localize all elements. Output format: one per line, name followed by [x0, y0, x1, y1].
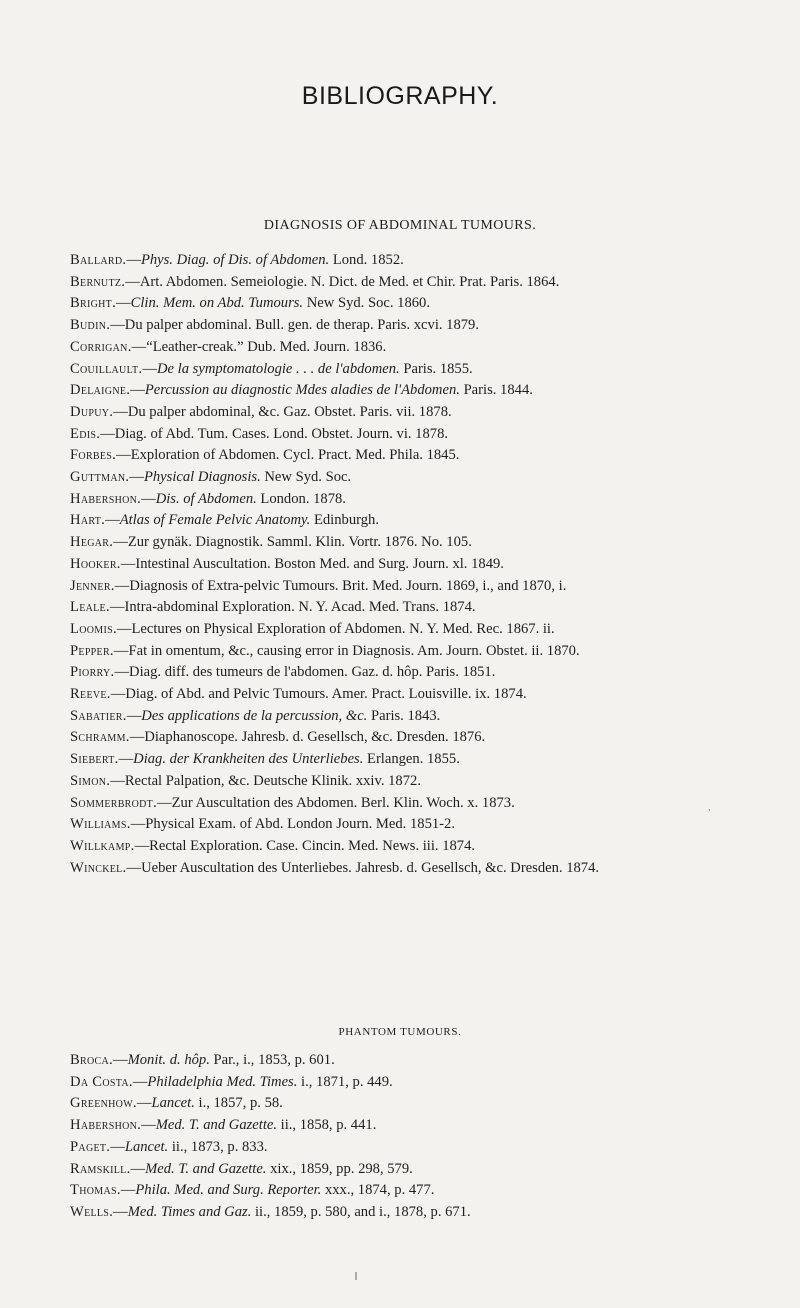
entry-author: Corrigan. — [70, 338, 132, 355]
entry-details: Paris. 1855. — [403, 360, 473, 377]
entry-details: Paris. 1843. — [370, 707, 441, 724]
entry-details: Intestinal Auscultation. Boston Med. and Surg. Journ. xl. 1849. — [135, 555, 504, 572]
entry-author: Delaigne. — [70, 382, 131, 399]
entry-details: Rectal Palpation, &c. Deutsche Klinik. xxiv. 1872. — [124, 772, 421, 789]
entry-details: Art. Abdomen. Semeiologie. N. Dict. de Med. et Chir. Prat. Paris. 1864. — [139, 273, 560, 290]
entry-details: Exploration of Abdomen. Cycl. Pract. Med. Phila. 1845. — [130, 447, 460, 464]
entry-details: Diag. of Abd. Tum. Cases. Lond. Obstet. Journ. vi. 1878. — [114, 425, 449, 442]
entry-work: Atlas of Female Pelvic Anatomy. — [119, 512, 311, 529]
entry-author: Hegar. — [70, 534, 114, 551]
bibliography-entry: Loomis.—Lectures on Physical Exploration of Abdomen. N. Y. Med. Rec. 1867. ii. — [70, 620, 555, 637]
section-heading-phantom: PHANTOM TUMOURS. — [338, 1026, 462, 1038]
bibliography-entry: Thomas.—Phila. Med. and Surg. Reporter. xxx., 1874, p. 477. — [70, 1182, 435, 1199]
entry-author: Habershon. — [70, 1117, 142, 1134]
bibliography-entry: Dupuy.—Du palper abdominal, &c. Gaz. Obstet. Paris. vii. 1878. — [70, 403, 452, 420]
entry-author: Schramm. — [70, 729, 130, 746]
entry-details: Erlangen. 1855. — [367, 751, 460, 768]
entry-details: Ueber Auscultation des Unterliebes. Jahresb. d. Gesellsch, &c. Dresden. 1874. — [141, 859, 600, 876]
entry-author: Couillault. — [70, 360, 143, 377]
entry-author: Broca. — [70, 1052, 113, 1068]
entry-details: Diagnosis of Extra-pelvic Tumours. Brit. Med. Journ. 1869, i., and 1870, i. — [129, 577, 567, 594]
entry-author: Loomis. — [70, 620, 117, 637]
bibliography-list-diagnosis — [70, 250, 775, 879]
bibliography-entry: Winckel.—Ueber Auscultation des Unterliebes. Jahresb. d. Gesellsch, &c. Dresden. 1874. — [70, 859, 600, 876]
entry-work: Med. Times and Gaz. — [127, 1203, 252, 1220]
entry-details: Paris. 1844. — [463, 382, 533, 399]
entry-details: Diag. of Abd. and Pelvic Tumours. Amer. Pract. Louisville. ix. 1874. — [125, 686, 527, 703]
entry-author: Ballard. — [70, 252, 127, 268]
entry-details: xxx., 1874, p. 477. — [324, 1182, 435, 1199]
entry-author: Simon. — [70, 772, 111, 789]
bibliography-entry: Reeve.—Diag. of Abd. and Pelvic Tumours. Amer. Pract. Louisville. ix. 1874. — [70, 686, 527, 703]
page-title: BIBLIOGRAPHY. — [301, 82, 499, 110]
entry-details: Diaphanoscope. Jahresb. d. Gesellsch, &c. Dresden. 1876. — [144, 729, 486, 746]
entry-work: Diag. der Krankheiten des Unterliebes. — [133, 751, 364, 768]
bibliography-entry: Habershon.—Med. T. and Gazette. ii., 1858, p. 441. — [70, 1117, 377, 1134]
entry-work: Monit. d. hôp. — [127, 1052, 210, 1068]
entry-details: Du palper abdominal. Bull. gen. de therap. Paris. xcvi. 1879. — [124, 317, 480, 334]
bibliography-entry: Bright.—Clin. Mem. on Abd. Tumours. New Syd. Soc. 1860. — [70, 295, 430, 312]
entry-details: ii., 1859, p. 580, and i., 1878, p. 671. — [255, 1203, 471, 1220]
bibliography-entry: Budin.—Du palper abdominal. Bull. gen. de therap. Paris. xcvi. 1879. — [70, 317, 480, 334]
entry-author: Greenhow. — [70, 1095, 137, 1112]
entry-author: Piorry. — [70, 664, 115, 681]
entry-work: Physical Diagnosis. — [143, 469, 261, 486]
entry-author: Willkamp. — [70, 837, 135, 854]
entry-work: Clin. Mem. on Abd. Tumours. — [130, 295, 304, 312]
entry-author: Reeve. — [70, 686, 111, 703]
entry-author: Jenner. — [70, 577, 115, 594]
entry-author: Sommerbrodt. — [70, 794, 158, 811]
entry-author: Hart. — [70, 512, 106, 529]
entry-details: Intra-abdominal Exploration. N. Y. Acad. Med. Trans. 1874. — [124, 599, 476, 616]
entry-details: London. 1878. — [260, 490, 346, 507]
entry-details: Rectal Exploration. Case. Cincin. Med. News. iii. 1874. — [149, 837, 476, 854]
entry-details: xix., 1859, pp. 298, 579. — [270, 1160, 413, 1177]
entry-author: Edis. — [70, 425, 101, 442]
bibliography-entry: Hart.—Atlas of Female Pelvic Anatomy. Edinburgh. — [70, 512, 379, 529]
entry-details: Lectures on Physical Exploration of Abdomen. N. Y. Med. Rec. 1867. ii. — [131, 620, 555, 637]
entry-work: Philadelphia Med. Times. — [147, 1073, 298, 1090]
bibliography-entry: Forbes.—Exploration of Abdomen. Cycl. Pract. Med. Phila. 1845. — [70, 447, 460, 464]
entry-work: Med. T. and Gazette. — [145, 1160, 267, 1177]
entry-author: Forbes. — [70, 447, 117, 464]
bibliography-entry: Ramskill.—Med. T. and Gazette. xix., 1859, pp. 298, 579. — [70, 1160, 413, 1177]
bibliography-entry: Sabatier.—Des applications de la percussion, &c. Paris. 1843. — [70, 707, 441, 724]
stray-mark: , — [708, 802, 711, 813]
entry-details: Diag. diff. des tumeurs de l'abdomen. Gaz. d. hôp. Paris. 1851. — [129, 664, 496, 681]
entry-author: Thomas. — [70, 1182, 121, 1199]
entry-author: Ramskill. — [70, 1160, 131, 1177]
bibliography-entry: Pepper.—Fat in omentum, &c., causing error in Diagnosis. Am. Journ. Obstet. ii. 1870. — [70, 642, 580, 659]
entry-details: Lond. 1852. — [332, 252, 404, 268]
bibliography-entry: Simon.—Rectal Palpation, &c. Deutsche Klinik. xxiv. 1872. — [70, 772, 421, 789]
entry-details: Par., i., 1853, p. 601. — [213, 1052, 335, 1068]
bibliography-entry: Delaigne.—Percussion au diagnostic Mdes aladies de l'Abdomen. Paris. 1844. — [70, 382, 533, 399]
entry-details: New Syd. Soc. 1860. — [306, 295, 430, 312]
entry-author: Bernutz. — [70, 273, 126, 290]
entry-details: ii., 1858, p. 441. — [280, 1117, 377, 1134]
entry-author: Da Costa. — [70, 1073, 133, 1090]
bibliography-entry: Greenhow.—Lancet. i., 1857, p. 58. — [70, 1095, 283, 1112]
entry-author: Hooker. — [70, 555, 121, 572]
bibliography-entry: Habershon.—Dis. of Abdomen. London. 1878. — [70, 490, 346, 507]
entry-work: Lancet. — [151, 1095, 195, 1112]
entry-details: ii., 1873, p. 833. — [171, 1138, 268, 1155]
entry-details: New Syd. Soc. — [264, 469, 352, 486]
entry-author: Habershon. — [70, 490, 142, 507]
bibliography-entry: Leale.—Intra-abdominal Exploration. N. Y. Acad. Med. Trans. 1874. — [70, 599, 476, 616]
bibliography-entry: Willkamp.—Rectal Exploration. Case. Cincin. Med. News. iii. 1874. — [70, 837, 476, 854]
entry-work: Percussion au diagnostic Mdes aladies de l'Abdomen. — [144, 382, 460, 399]
entry-author: Williams. — [70, 816, 131, 833]
entry-details: Du palper abdominal, &c. Gaz. Obstet. Paris. vii. 1878. — [127, 403, 452, 420]
bibliography-entry: Bernutz.—Art. Abdomen. Semeiologie. N. Dict. de Med. et Chir. Prat. Paris. 1864. — [70, 273, 560, 290]
entry-author: Wells. — [70, 1203, 114, 1220]
entry-author: Dupuy. — [70, 403, 114, 420]
bibliography-entry: Guttman.—Physical Diagnosis. New Syd. Soc. — [70, 469, 352, 486]
bibliography-entry: Couillault.—De la symptomatologie . . . de l'abdomen. Paris. 1855. — [70, 360, 473, 377]
entry-details: i., 1871, p. 449. — [301, 1073, 393, 1090]
entry-author: Guttman. — [70, 469, 130, 486]
entry-author: Paget. — [70, 1138, 111, 1155]
entry-work: Med. T. and Gazette. — [155, 1117, 278, 1134]
section-heading-diagnosis: DIAGNOSIS OF ABDOMINAL TUMOURS. — [263, 218, 537, 233]
bibliography-entry: Jenner.—Diagnosis of Extra-pelvic Tumours. Brit. Med. Journ. 1869, i., and 1870, i. — [70, 577, 567, 594]
entry-author: Bright. — [70, 295, 117, 312]
entry-work: Lancet. — [124, 1138, 169, 1155]
bibliography-entry: Broca.—Monit. d. hôp. Par., i., 1853, p. 601. — [70, 1052, 335, 1068]
bibliography-entry: Williams.—Physical Exam. of Abd. London Journ. Med. 1851-2. — [70, 816, 455, 833]
bibliography-entry: Da Costa.—Philadelphia Med. Times. i., 1871, p. 449. — [70, 1073, 393, 1090]
entry-author: Leale. — [70, 599, 110, 616]
entry-work: Des applications de la percussion, &c. — [141, 707, 368, 724]
bibliography-entry: Ballard.—Phys. Diag. of Dis. of Abdomen. Lond. 1852. — [70, 252, 404, 268]
entry-details: Zur gynäk. Diagnostik. Samml. Klin. Vortr. 1876. No. 105. — [127, 534, 472, 551]
entry-work: Phys. Diag. of Dis. of Abdomen. — [140, 252, 330, 268]
entry-author: Winckel. — [70, 859, 127, 876]
entry-details: “Leather-creak.” Dub. Med. Journ. 1836. — [146, 338, 387, 355]
entry-details: Edinburgh. — [313, 512, 379, 529]
entry-details: Physical Exam. of Abd. London Journ. Med. 1851-2. — [145, 816, 455, 833]
entry-author: Siebert. — [70, 751, 119, 768]
bibliography-entry: Schramm.—Diaphanoscope. Jahresb. d. Gesellsch, &c. Dresden. 1876. — [70, 729, 486, 746]
entry-author: Budin. — [70, 317, 111, 334]
entry-details: Fat in omentum, &c., causing error in Diagnosis. Am. Journ. Obstet. ii. 1870. — [128, 642, 580, 659]
bibliography-entry: Edis.—Diag. of Abd. Tum. Cases. Lond. Obstet. Journ. vi. 1878. — [70, 425, 449, 442]
bibliography-entry: Sommerbrodt.—Zur Auscultation des Abdomen. Berl. Klin. Woch. x. 1873. — [70, 794, 515, 811]
bibliography-entry: Hooker.—Intestinal Auscultation. Boston Med. and Surg. Journ. xl. 1849. — [70, 555, 504, 572]
page-speck — [355, 1272, 357, 1280]
entry-details: Zur Auscultation des Abdomen. Berl. Klin. Woch. x. 1873. — [171, 794, 515, 811]
entry-work: De la symptomatologie . . . de l'abdomen. — [157, 360, 400, 377]
bibliography-entry: Siebert.—Diag. der Krankheiten des Unterliebes. Erlangen. 1855. — [70, 751, 460, 768]
entry-work: Dis. of Abdomen. — [155, 490, 257, 507]
bibliography-entry: Piorry.—Diag. diff. des tumeurs de l'abdomen. Gaz. d. hôp. Paris. 1851. — [70, 664, 496, 681]
bibliography-entry: Paget.—Lancet. ii., 1873, p. 833. — [70, 1138, 268, 1155]
entry-work: Phila. Med. and Surg. Reporter. — [135, 1182, 322, 1199]
bibliography-list-phantom — [70, 1050, 775, 1224]
entry-details: i., 1857, p. 58. — [198, 1095, 283, 1112]
bibliography-entry: Corrigan.—“Leather-creak.” Dub. Med. Journ. 1836. — [70, 338, 387, 355]
bibliography-entry: Wells.—Med. Times and Gaz. ii., 1859, p. 580, and i., 1878, p. 671. — [70, 1203, 471, 1220]
bibliography-entry: Hegar.—Zur gynäk. Diagnostik. Samml. Klin. Vortr. 1876. No. 105. — [70, 534, 472, 551]
entry-author: Sabatier. — [70, 707, 127, 724]
entry-author: Pepper. — [70, 642, 114, 659]
